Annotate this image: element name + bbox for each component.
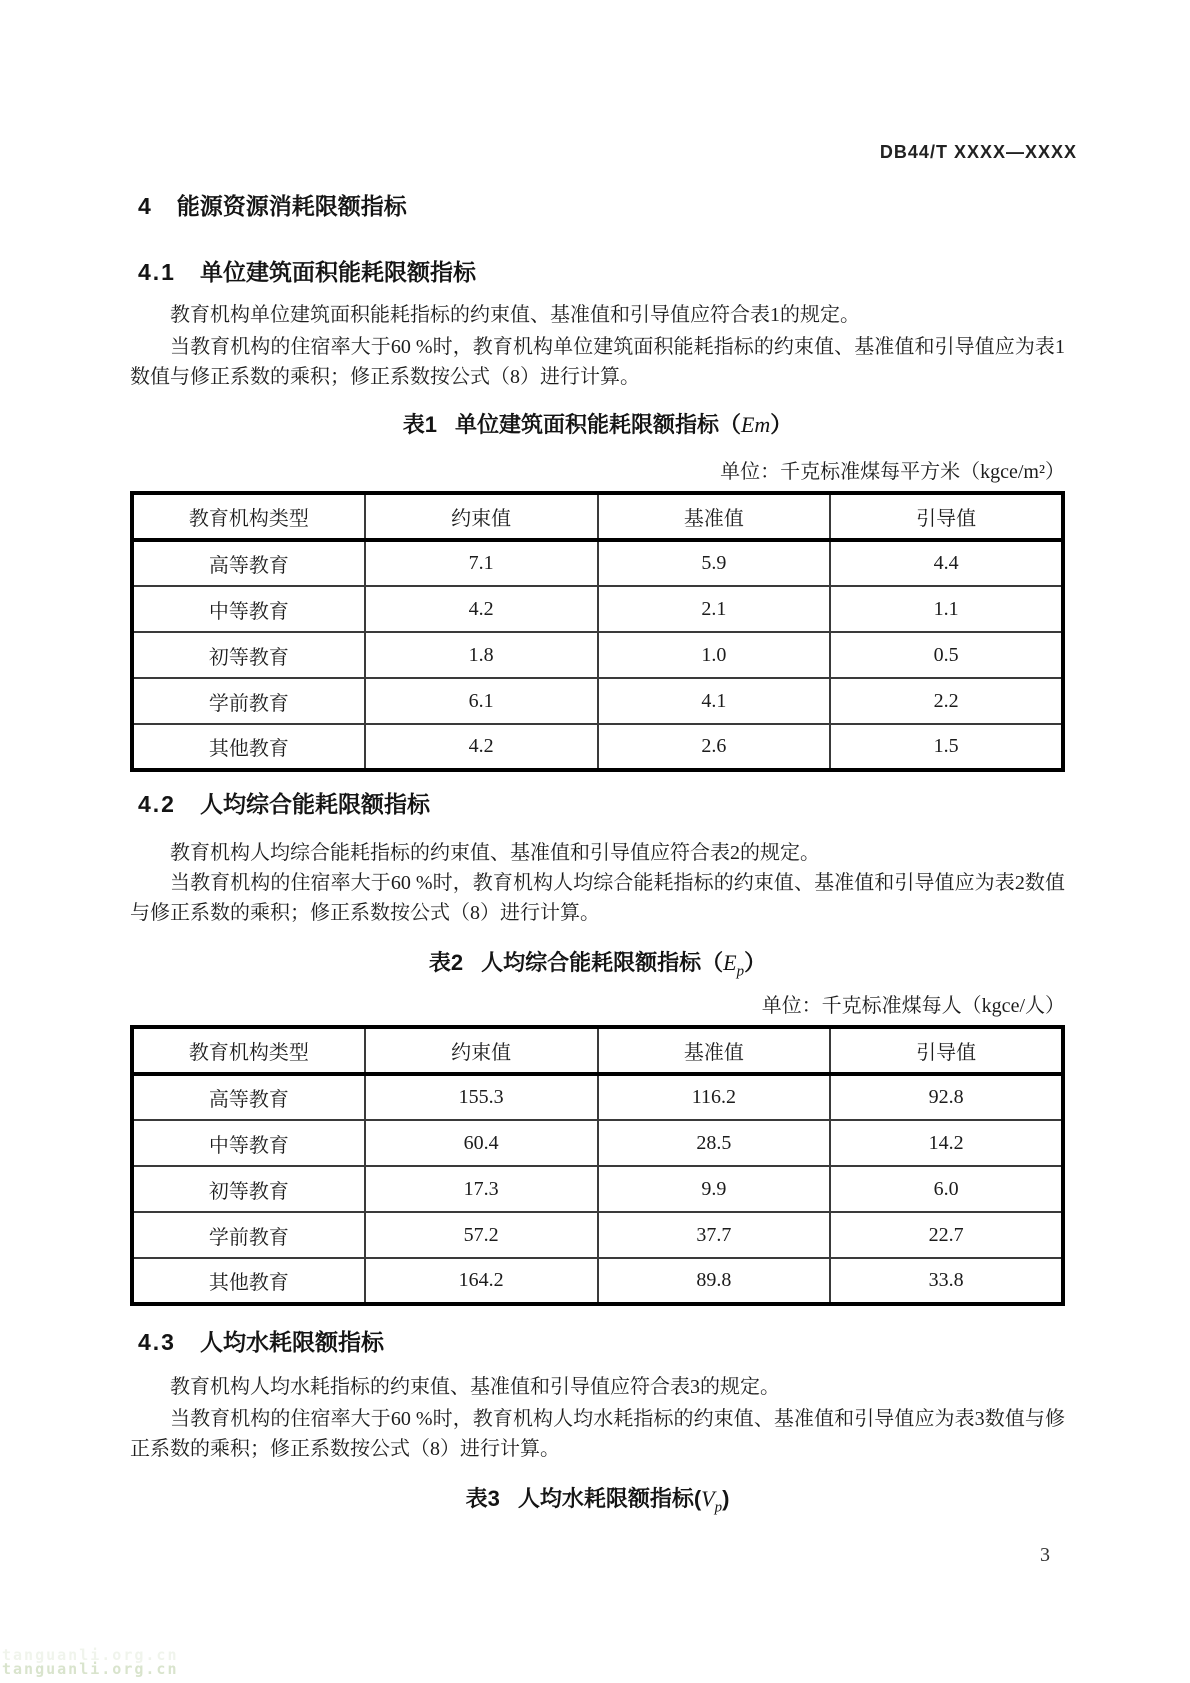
table-row xyxy=(132,1120,1063,1166)
table-row xyxy=(132,1212,1063,1258)
table-row xyxy=(132,1074,1063,1120)
value-cell: 1.8 xyxy=(365,632,598,678)
section-4-title: 能源资源消耗限额指标 xyxy=(176,193,407,219)
table-3-symbol-sub: p xyxy=(714,1499,723,1516)
section-4-3-title: 人均水耗限额指标 xyxy=(199,1329,384,1355)
value-cell: 2.6 xyxy=(598,724,831,770)
row-label: 其他教育 xyxy=(132,1258,365,1304)
section-4-2-paragraph-1: 教育机构人均综合能耗指标的约束值、基准值和引导值应符合表2的规定。 xyxy=(170,842,820,864)
table-row xyxy=(132,1166,1063,1212)
value-cell: 57.2 xyxy=(365,1212,598,1258)
row-label: 学前教育 xyxy=(132,1212,365,1258)
value-cell: 1.0 xyxy=(598,632,831,678)
table-2-header-row xyxy=(132,1027,1063,1074)
value-cell: 22.7 xyxy=(830,1212,1063,1258)
value-cell: 6.1 xyxy=(365,678,598,724)
document-code: DB44/T XXXX—XXXX xyxy=(879,142,1077,162)
row-label: 学前教育 xyxy=(132,678,365,724)
value-cell: 92.8 xyxy=(830,1074,1063,1120)
section-4-1-title: 单位建筑面积能耗限额指标 xyxy=(199,259,476,285)
section-4-3-number: 4.3 xyxy=(138,1329,176,1355)
table-2-caption xyxy=(130,946,1065,988)
value-cell: 4.4 xyxy=(830,540,1063,586)
table-2-paren-open: （ xyxy=(701,950,724,975)
section-4-1-number: 4.1 xyxy=(138,259,176,285)
section-4-1-paragraph-1: 教育机构单位建筑面积能耗指标的约束值、基准值和引导值应符合表1的规定。 xyxy=(170,304,860,326)
column-header: 引导值 xyxy=(830,493,1063,540)
value-cell: 9.9 xyxy=(598,1166,831,1212)
table-1-header-row xyxy=(132,493,1063,540)
row-label: 高等教育 xyxy=(132,1074,365,1120)
value-cell: 4.1 xyxy=(598,678,831,724)
value-cell: 7.1 xyxy=(365,540,598,586)
table-1-caption-title: 单位建筑面积能耗限额指标 xyxy=(454,412,719,437)
table-1-caption xyxy=(130,408,1065,450)
column-header: 基准值 xyxy=(598,1027,831,1074)
table-3-symbol: V xyxy=(701,1486,715,1511)
table-2-symbol: E xyxy=(723,950,737,975)
value-cell: 116.2 xyxy=(598,1074,831,1120)
column-header: 基准值 xyxy=(598,493,831,540)
table-3-caption xyxy=(130,1482,1065,1524)
section-4-heading xyxy=(138,192,1068,220)
section-4-2-heading xyxy=(138,790,1068,818)
table-3-caption-title: 人均水耗限额指标 xyxy=(517,1486,694,1511)
table-3-label: 表3 xyxy=(465,1486,500,1511)
table-row xyxy=(132,724,1063,770)
watermark-echo: tanguanli.org.cn xyxy=(2,1646,179,1664)
table-1-label: 表1 xyxy=(402,412,437,437)
table-3-paren-open: ( xyxy=(693,1486,702,1511)
table-1-paren-close: ） xyxy=(770,412,793,437)
value-cell: 155.3 xyxy=(365,1074,598,1120)
table-2 xyxy=(130,1025,1065,1306)
value-cell: 164.2 xyxy=(365,1258,598,1304)
value-cell: 37.7 xyxy=(598,1212,831,1258)
column-header: 约束值 xyxy=(365,1027,598,1074)
row-label: 中等教育 xyxy=(132,1120,365,1166)
column-header: 引导值 xyxy=(830,1027,1063,1074)
section-4-number: 4 xyxy=(138,193,153,219)
table-1-symbol: Em xyxy=(740,412,771,437)
table-row xyxy=(132,1258,1063,1304)
row-label: 初等教育 xyxy=(132,632,365,678)
table-row xyxy=(132,540,1063,586)
section-4-2-title: 人均综合能耗限额指标 xyxy=(199,791,430,817)
table-3-paren-close: ) xyxy=(722,1486,730,1511)
section-4-1-heading xyxy=(138,258,1068,286)
section-4-1-paragraph-2: 当教育机构的住宿率大于60 %时，教育机构单位建筑面积能耗指标的约束值、基准值和引导值应为表1数值与修正系数的乘积；修正系数按公式（8）进行计算。 xyxy=(130,336,1065,388)
value-cell: 5.9 xyxy=(598,540,831,586)
section-4-2-number: 4.2 xyxy=(138,791,176,817)
value-cell: 14.2 xyxy=(830,1120,1063,1166)
column-header: 教育机构类型 xyxy=(132,1027,365,1074)
value-cell: 0.5 xyxy=(830,632,1063,678)
value-cell: 2.2 xyxy=(830,678,1063,724)
table-2-caption-title: 人均综合能耗限额指标 xyxy=(481,950,702,975)
value-cell: 2.1 xyxy=(598,586,831,632)
value-cell: 6.0 xyxy=(830,1166,1063,1212)
value-cell: 4.2 xyxy=(365,724,598,770)
value-cell: 89.8 xyxy=(598,1258,831,1304)
value-cell: 60.4 xyxy=(365,1120,598,1166)
row-label: 中等教育 xyxy=(132,586,365,632)
table-1 xyxy=(130,491,1065,772)
table-2-paren-close: ） xyxy=(744,950,767,975)
value-cell: 33.8 xyxy=(830,1258,1063,1304)
value-cell: 1.5 xyxy=(830,724,1063,770)
table-2-label: 表2 xyxy=(428,950,464,975)
value-cell: 17.3 xyxy=(365,1166,598,1212)
section-4-3-paragraph-2: 当教育机构的住宿率大于60 %时，教育机构人均水耗指标的约束值、基准值和引导值应为表3数值与修正系数的乘积；修正系数按公式（8）进行计算。 xyxy=(130,1408,1065,1460)
table-row xyxy=(132,678,1063,724)
column-header: 约束值 xyxy=(365,493,598,540)
section-4-3-paragraph-1: 教育机构人均水耗指标的约束值、基准值和引导值应符合表3的规定。 xyxy=(170,1376,780,1398)
table-row xyxy=(132,632,1063,678)
value-cell: 1.1 xyxy=(830,586,1063,632)
table-1-unit-line: 单位：千克标准煤每平方米（kgce/m²） xyxy=(720,461,1065,483)
row-label: 初等教育 xyxy=(132,1166,365,1212)
column-header: 教育机构类型 xyxy=(132,493,365,540)
value-cell: 4.2 xyxy=(365,586,598,632)
table-1-paren-open: （ xyxy=(718,412,741,437)
table-2-unit-line: 单位：千克标准煤每人（kgce/人） xyxy=(761,995,1065,1017)
row-label: 高等教育 xyxy=(132,540,365,586)
page-number: 3 xyxy=(1040,1544,1050,1566)
section-4-2-paragraph-2: 当教育机构的住宿率大于60 %时，教育机构人均综合能耗指标的约束值、基准值和引导值应为表2数值与修正系数的乘积；修正系数按公式（8）进行计算。 xyxy=(130,872,1065,924)
row-label: 其他教育 xyxy=(132,724,365,770)
table-row xyxy=(132,586,1063,632)
section-4-3-heading xyxy=(138,1328,1068,1356)
table-2-symbol-sub: p xyxy=(736,963,745,980)
value-cell: 28.5 xyxy=(598,1120,831,1166)
watermark: tanguanli.org.cn xyxy=(2,1660,179,1678)
